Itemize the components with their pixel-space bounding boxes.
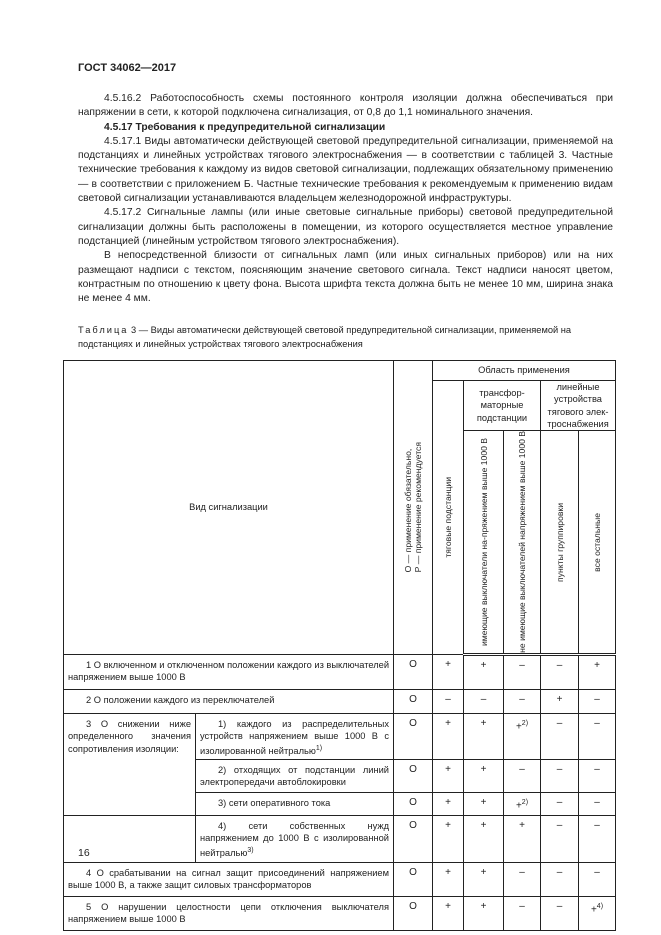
cell: + — [464, 793, 504, 816]
header-with-switches: имеющие выключатели на-пряжением выше 1000 В — [464, 431, 504, 655]
cell: + — [433, 760, 464, 793]
signal-table — [63, 360, 616, 931]
body-text — [78, 92, 613, 306]
header-without-switches: не имеющие выключателей напряжением выше 1000 В — [504, 431, 541, 655]
cell: – — [541, 714, 579, 760]
cell: О — [394, 816, 433, 863]
table-row — [64, 863, 616, 897]
row-label: 1) каждого из распределительных устройств напряжением выше 1000 В с изолированной нейтралью$^{1)}$ — [196, 714, 394, 760]
caption-label: Таблица — [78, 325, 129, 335]
cell: – — [579, 863, 616, 897]
table-row — [64, 816, 616, 863]
cell: + — [464, 760, 504, 793]
cell: + — [433, 816, 464, 863]
header-mandatory: О — применение обязательно, Р — применение рекомендуется — [394, 361, 433, 655]
document-header: ГОСТ 34062—2017 — [78, 62, 177, 74]
cell: + — [464, 816, 504, 863]
row-label: 2 О положении каждого из переключателей — [64, 690, 394, 714]
cell: – — [541, 897, 579, 931]
row-label: 3) сети оперативного тока — [196, 793, 394, 816]
cell: О — [394, 690, 433, 714]
header-grouping: пункты группировки — [541, 431, 579, 655]
paragraph: 4.5.16.2 Работоспособность схемы постоянного контроля изоляции должна обеспечиваться при напряжении в сети, к которой подключена сигнализация, от 0,8 до 1,1 номинального значения. — [78, 93, 613, 119]
cell: О — [394, 760, 433, 793]
cell: + — [579, 655, 616, 690]
header-kind: Вид сигнализации — [64, 361, 394, 655]
header-linear: линейные устройства тягового элек-троснабжения — [541, 381, 616, 431]
row-label: 2) отходящих от подстанции линий электропередачи автоблокировки — [196, 760, 394, 793]
paragraph: 4.5.17.2 Сигнальные лампы (или иные световые сигнальные приборы) световой предупредительной сигнализации должны быть расположены в помещении, из которого осуществляется местное управление подстанцией (линейным устройством тягового электроснабжения). — [78, 207, 613, 247]
cell: + — [433, 863, 464, 897]
cell: +$^{4)}$ — [579, 897, 616, 931]
cell: – — [504, 690, 541, 714]
cell: О — [394, 863, 433, 897]
cell: – — [464, 690, 504, 714]
header-traction: тяговые подстанции — [433, 381, 464, 655]
row-label: 5 О нарушении целостности цепи отключения выключателя напряжением выше 1000 В — [64, 897, 394, 931]
cell: + — [433, 655, 464, 690]
cell: – — [541, 793, 579, 816]
cell: + — [433, 897, 464, 931]
table-row — [64, 690, 616, 714]
cell: – — [504, 897, 541, 931]
cell: + — [464, 897, 504, 931]
cell: + — [433, 793, 464, 816]
cell: – — [579, 816, 616, 863]
caption-text: 3 — Виды автоматически действующей световой предупредительной сигнализации, применяемой на подстанциях и линейных устройствах тягового электроснабжения — [78, 325, 572, 349]
paragraph: В непосредственной близости от сигнальных ламп (или иных сигнальных приборов) или на них размещают надписи с текстом, поясняющим значение светового сигнала. Текст надписи наносят цветом, контрастным по отношению к цвету фона. Высота шрифта текста должна быть не менее 10 мм, ширина знака не менее 4 мм. — [78, 250, 613, 305]
cell: О — [394, 793, 433, 816]
cell: – — [433, 690, 464, 714]
cell: + — [504, 816, 541, 863]
cell: – — [504, 863, 541, 897]
cell: + — [464, 655, 504, 690]
row-label: 4) сети собственных нужд напряжением до 1000 В с изолированной нейтралью$^{3)}$ — [196, 816, 394, 863]
cell: – — [541, 863, 579, 897]
row-group-label: 3 О снижении ниже определенного значения сопротивления изоляции: — [64, 714, 196, 816]
cell: – — [541, 760, 579, 793]
cell: + — [541, 690, 579, 714]
cell: +$^{2)}$ — [504, 793, 541, 816]
table-row — [64, 714, 616, 760]
cell: – — [579, 690, 616, 714]
paragraph: 4.5.17.1 Виды автоматически действующей световой предупредительной сигнализации, применяемой на подстанциях и линейных устройствах тягового электроснабжения — в соответствии с таблицей 3. Частные технические требования к каждому из видов световой сигнализации, подлежащих обязательному применению — в соответствии с приложением Б. Частные технические требования к рекомендуемым к применению видам световой сигнализации устанавливаются владельцем железнодорожной инфраструктуры. — [78, 135, 613, 205]
section-heading: 4.5.17 Требования к предупредительной сигнализации — [104, 121, 386, 133]
cell: – — [504, 760, 541, 793]
cell: – — [579, 760, 616, 793]
cell: + — [464, 863, 504, 897]
cell: – — [541, 655, 579, 690]
header-transformer: трансфор-маторные подстанции — [464, 381, 541, 431]
cell: + — [433, 714, 464, 760]
cell: + — [464, 714, 504, 760]
row-label: 1 О включенном и отключенном положении каждого из выключателей напряжением выше 1000 В — [64, 655, 394, 690]
cell: – — [504, 655, 541, 690]
cell: О — [394, 655, 433, 690]
cell: – — [579, 714, 616, 760]
page-number: 16 — [78, 847, 90, 859]
table-row — [64, 655, 616, 690]
cell: – — [579, 793, 616, 816]
table-caption — [78, 323, 613, 351]
cell: – — [541, 816, 579, 863]
cell: +$^{2)}$ — [504, 714, 541, 760]
header-scope: Область применения — [433, 361, 616, 381]
row-label: 4 О срабатывании на сигнал защит присоединений напряжением выше 1000 В, а также защит силовых трансформаторов — [64, 863, 394, 897]
header-others: все остальные — [579, 431, 616, 655]
cell: О — [394, 714, 433, 760]
cell: О — [394, 897, 433, 931]
table-row — [64, 897, 616, 931]
